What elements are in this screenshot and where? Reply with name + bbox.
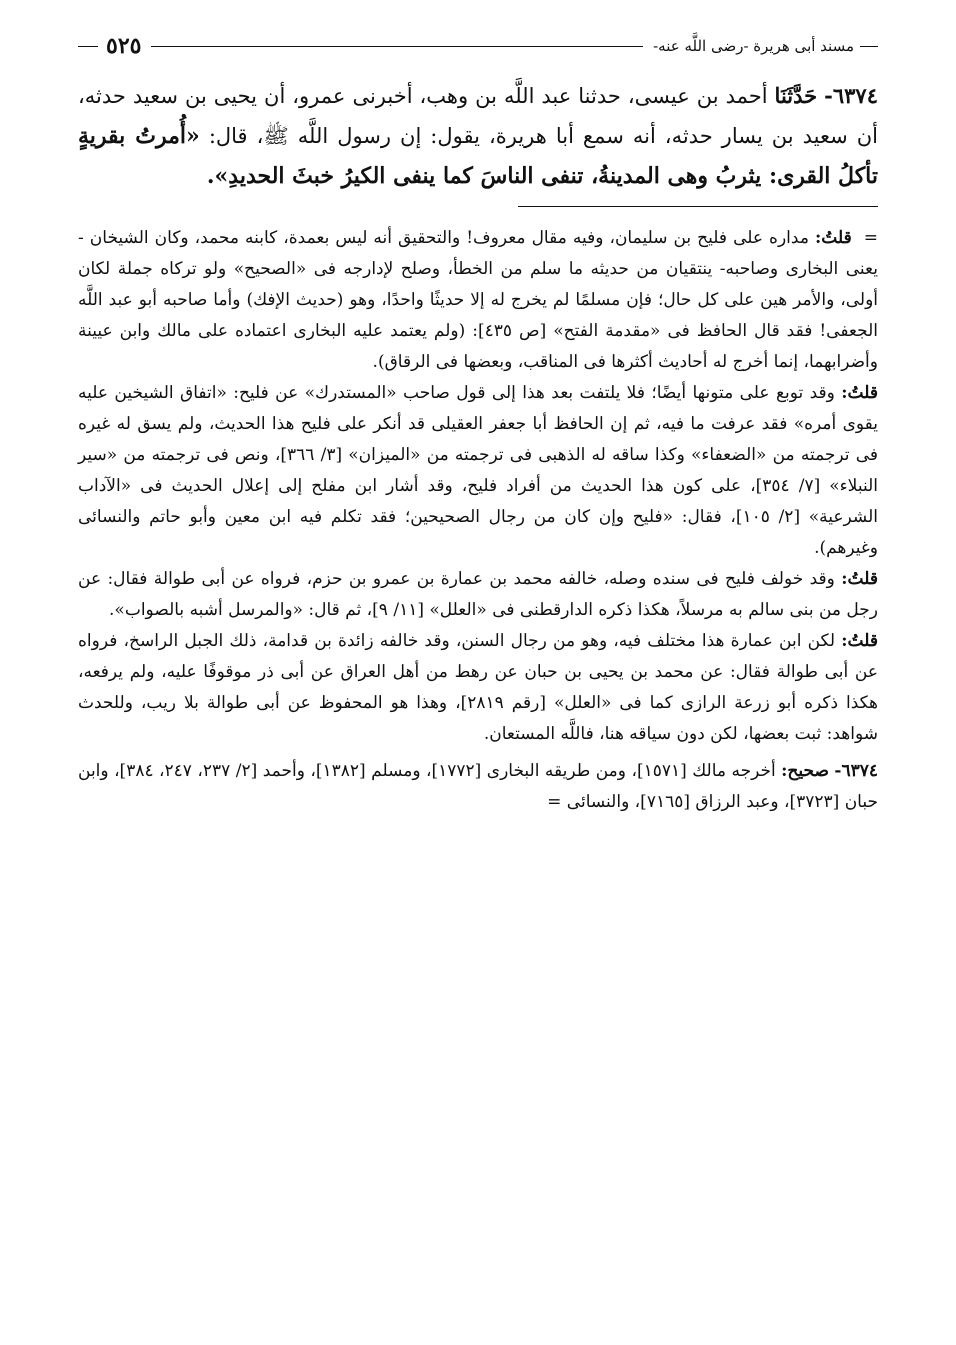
note-label: قلتُ:: [841, 631, 878, 651]
note-paragraph: [78, 378, 878, 564]
hadith-matn: «أُمرتُ بقريةٍ تأكلُ القرى: يثربُ وهى المدينةُ، تنفى الناسَ كما ينفى الكيرُ خبثَ الحديدِ».: [78, 123, 878, 189]
page: [78, 28, 878, 818]
separator-wrap: [78, 206, 878, 207]
commentary: [78, 223, 878, 750]
note-paragraph: [78, 626, 878, 750]
page-number-dash: [78, 46, 98, 47]
footnote-grade: صحيح:: [781, 761, 829, 781]
note-label: قلتُ:: [814, 228, 852, 248]
note-label: قلتُ:: [841, 383, 879, 403]
note-text: لكن ابن عمارة هذا مختلف فيه، وهو من رجال السنن، وقد خالفه زائدة بن قدامة، ذلك الجبل الراسخ، فرواه عن أبى طوالة فقال: عن محمد بن يحيى بن حبان عن رهط من أهل العراق عن أبى ذر موقوفًا عليه، ولم يرفعه، هكذا ذكره أبو زرعة الرازى كما فى «العلل» [رقم ٢٨١٩]، وهذا هو المحفوظ عن أبى طوالة بلا ريب، وللحدث شواهد: ثبت بعضها، لكن دون سياقه هنا، فاللَّه المستعان.: [78, 631, 878, 744]
note-label: قلتُ:: [841, 569, 878, 589]
running-header: [78, 28, 878, 64]
haddathana-keyword: حَدَّثَنَا: [774, 83, 818, 108]
hadith-number: ٦٣٧٤-: [824, 83, 878, 108]
note-text: وقد توبع على متونها أيضًا؛ فلا يلتفت بعد هذا إلى قول صاحب «المستدرك» عن فليح: «اتفاق الشيخين عليه يقوى أمره» فقد عرفت ما فيه، ثم إن الحافظ أبا جعفر العقيلى قد أنكر على فليح هذا الحديث، ولم يسق له غيره فى ترجمته من «الضعفاء» وكذا ساقه له الذهبى فى ترجمته من «الميزان» [٣/ ٣٦٦]، ونص فى ترجمته من «سير النبلاء» [٧/ ٣٥٤]، على كون هذا الحديث من أفراد فليح، وقد أشار ابن مفلح إلى إعلال الحديث فى «الآداب الشرعية» [٢/ ١٠٥]، فقال: «فليح وإن كان من رجال الصحيحين؛ فقد تكلم فيه ابن معين وأبو حاتم والنسائى وغيرهم).: [78, 383, 878, 558]
note-paragraph: [78, 223, 878, 378]
header-lead-dash: [860, 46, 878, 47]
note-text: مداره على فليح بن سليمان، وفيه مقال معروف! والتحقيق أنه ليس بعمدة، كابنه محمد، وكان الشيخان - يعنى البخارى وصاحبه- ينتقيان من حديثه ما سلم من الخطأ، وصلح لإدارجه فى «الصحيح» ولو تركاه جملة لكان أولى، والأمر هين على كل حال؛ فإن مسلمًا لم يخرج له إلا حديثًا واحدًا، وهو (حديث الإفك) وأما صاحبه أبو عبد اللَّه الجعفى! فقد قال الحافظ فى «مقدمة الفتح» [ص ٤٣٥]: (ولم يعتمد عليه البخارى اعتماده على مالك وابن عيينة وأضرابهما، إنما أخرج له أحاديث أكثرها فى المناقب، وبعضها فى الرقاق).: [78, 228, 879, 372]
separator-rule: [518, 206, 878, 207]
running-title: مسند أبى هريرة -رضى اللَّه عنه-: [653, 37, 854, 55]
page-number: ٥٢٥: [106, 33, 142, 59]
continuation-mark: =: [863, 228, 879, 248]
note-text: وقد خولف فليح فى سنده وصله، خالفه محمد بن عمارة بن عمرو بن حزم، فرواه عن أبى طوالة فقال: عن رجل من بنى سالم به مرسلاً، هكذا ذكره الدارقطنى فى «العلل» [١١/ ٩]، ثم قال: «والمرسل أشبه بالصواب».: [78, 569, 878, 620]
header-rule: [151, 46, 643, 47]
footnote-text: أخرجه مالك [١٥٧١]، ومن طريقه البخارى [١٧٧٢]، ومسلم [١٣٨٢]، وأحمد [٢/ ٢٣٧، ٢٤٧، ٣٨٤]، وابن حبان [٣٧٢٣]، وعبد الرزاق [٧١٦٥]، والنسائى =: [78, 761, 878, 812]
note-paragraph: [78, 564, 878, 626]
hadith-isnad: أحمد بن عيسى، حدثنا عبد اللَّه بن وهب، أخبرنى عمرو، أن يحيى بن سعيد حدثه، أن سعيد بن يسار حدثه، أنه سمع أبا هريرة، يقول: إن رسول اللَّه ﷺ، قال:: [78, 84, 878, 148]
hadith-text: [78, 76, 878, 196]
footnote-number: ٦٣٧٤-: [834, 761, 879, 781]
takhrij-footnote: [78, 756, 878, 818]
